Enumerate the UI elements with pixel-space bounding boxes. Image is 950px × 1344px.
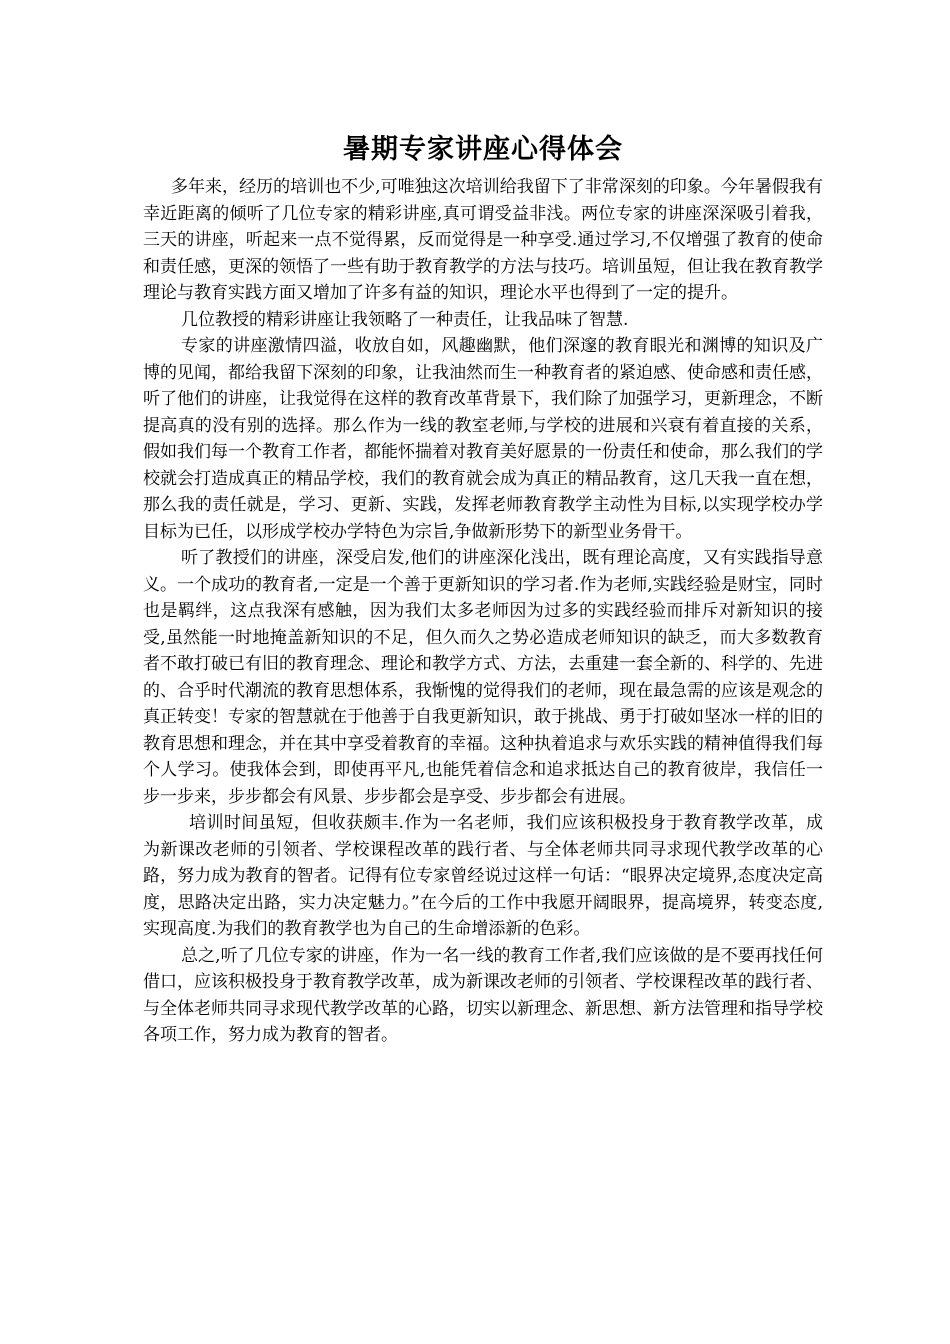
paragraph-6: 总之,听了几位专家的讲座，作为一名一线的教育工作者,我们应该做的是不要再找任何借口，应该积极投身于教育教学改革，成为新课改老师的引领者、学校课程改革的践行者、与全体老师共同寻求现代教学改革的心路，切实以新理念、新思想、新方法管理和指导学校各项工作，努力成为教育的智者。 [143,945,823,1045]
paragraph-5: 培训时间虽短，但收获颇丰.作为一名老师，我们应该积极投身于教育教学改革，成为新课改老师的引领者、学校课程改革的践行者、与全体老师共同寻求现代教学改革的心路，努力成为教育的智者。记得有位专家曾经说过这样一句话：“眼界决定境界,态度决定高度，思路决定出路，实力决定魅力。”在今后的工作中我愿开阔眼界，提高境界，转变态度,实现高度.为我们的教育教学也为自己的生命增添新的色彩。 [143,813,823,939]
paragraph-3: 专家的讲座激情四溢，收放自如，风趣幽默，他们深邃的教育眼光和渊博的知识及广博的见闻，都给我留下深刻的印象，让我油然而生一种教育者的紧迫感、使命感和责任感，听了他们的讲座，让我觉得在这样的教育改革背景下，我们除了加强学习，更新理念，不断提高真的没有别的选择。那么作为一线的教室老师,与学校的进展和兴衰有着直接的关系，假如我们每一个教育工作者，都能怀揣着对教育美好愿景的一份责任和使命，那么我们的学校就会打造成真正的精品学校，我们的教育就会成为真正的精品教育，这几天我一直在想，那么我的责任就是，学习、更新、实践，发挥老师教育教学主动性为目标,以实现学校办学目标为已任，以形成学校办学特色为宗旨,争做新形势下的新型业务骨干。 [143,336,823,542]
paragraph-4: 听了教授们的讲座，深受启发,他们的讲座深化浅出，既有理论高度，又有实践指导意义。一个成功的教育者,一定是一个善于更新知识的学习者.作为老师,实践经验是财宝，同时也是羁绊，这点我深有感触，因为我们太多老师因为过多的实践经验而排斥对新知识的接受,虽然能一时地掩盖新知识的不足，但久而久之势必造成老师知识的缺乏，而大多数教育者不敢打破已有旧的教育理念、理论和教学方式、方法，去重建一套全新的、科学的、先进的、合乎时代潮流的教育思想体系，我惭愧的觉得我们的老师，现在最急需的应该是观念的真正转变！专家的智慧就在于他善于自我更新知识，敢于挑战、勇于打破如坚冰一样的旧的教育思想和理念，并在其中享受着教育的幸福。这种执着追求与欢乐实践的精神值得我们每个人学习。使我体会到，即使再平凡,也能凭着信念和追求抵达自己的教育彼岸，我信任一步一步来，步步都会有风景、步步都会是享受、步步都会有进展。 [143,548,823,807]
document-title: 暑期专家讲座心得体会 [343,134,623,165]
paragraph-1: 多年来，经历的培训也不少,可唯独这次培训给我留下了非常深刻的印象。今年暑假我有幸近距离的倾听了几位专家的精彩讲座,真可谓受益非浅。两位专家的讲座深深吸引着我，三天的讲座，听起来一点不觉得累，反而觉得是一种享受.通过学习,不仅增强了教育的使命和责任感，更深的领悟了一些有助于教育教学的方法与技巧。培训虽短，但让我在教育教学理论与教育实践方面又增加了许多有益的知识，理论水平也得到了一定的提升。 [143,177,823,303]
paragraph-2: 几位教授的精彩讲座让我领略了一种责任，让我品味了智慧. [181,309,629,330]
document-body [143,130,823,1049]
